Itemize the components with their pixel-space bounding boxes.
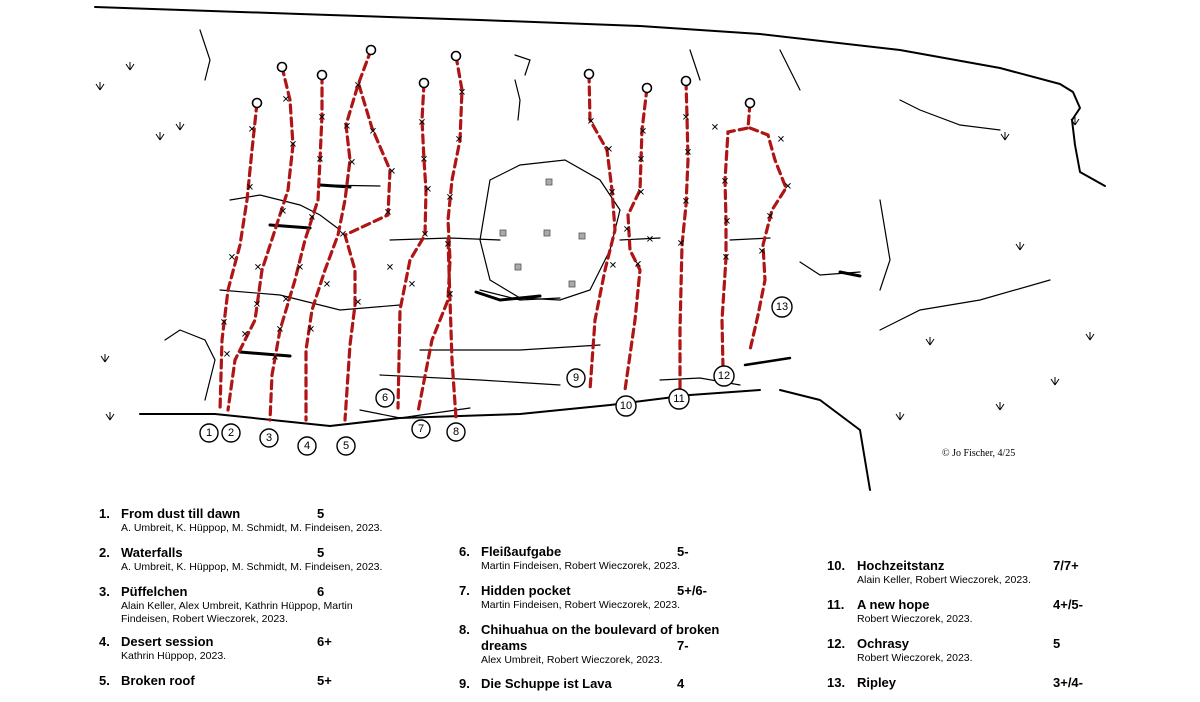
anchor-10 — [643, 84, 652, 93]
route-grade: 4+/5- — [1053, 597, 1083, 612]
svg-text:✕: ✕ — [240, 329, 250, 341]
route-authors: Martin Findeisen, Robert Wieczorek, 2023. — [481, 560, 681, 572]
anchor-3 — [318, 71, 327, 80]
route-line-12 — [722, 103, 750, 368]
svg-text:✕: ✕ — [342, 121, 352, 133]
route-list-col-2 — [459, 544, 779, 702]
route-entry-4 — [99, 634, 439, 667]
route-grade: 6 — [317, 584, 325, 599]
svg-text:✕: ✕ — [720, 176, 730, 188]
route-grade: 5+/6- — [677, 583, 707, 598]
svg-text:9: 9 — [572, 372, 580, 384]
anchors — [253, 46, 755, 108]
svg-text:✕: ✕ — [338, 229, 348, 241]
route-line-11 — [680, 81, 691, 390]
route-label-8 — [447, 423, 465, 441]
svg-text:11: 11 — [673, 393, 685, 405]
svg-text:✕: ✕ — [387, 166, 397, 178]
route-name: Püffelchen — [121, 584, 188, 599]
route-list-col-3 — [827, 558, 1157, 701]
svg-text:✕: ✕ — [607, 187, 617, 199]
svg-text:✕: ✕ — [683, 147, 693, 159]
svg-text:✕: ✕ — [417, 117, 427, 129]
route-label-3 — [260, 429, 278, 447]
route-authors: Robert Wieczorek, 2023. — [857, 613, 973, 625]
route-entry-5 — [99, 673, 439, 693]
svg-text:8: 8 — [452, 426, 460, 438]
svg-text:✕: ✕ — [776, 134, 786, 146]
svg-text:✕: ✕ — [347, 157, 357, 169]
route-entry-1 — [99, 506, 439, 539]
route-authors: Alain Keller, Robert Wieczorek, 2023. — [857, 574, 1031, 586]
route-number: 6. — [459, 544, 470, 559]
route-markers — [500, 179, 585, 287]
route-grade: 5 — [317, 545, 325, 560]
route-entry-6 — [459, 544, 779, 577]
svg-text:✕: ✕ — [315, 154, 325, 166]
route-label-2 — [222, 424, 240, 442]
svg-text:6: 6 — [381, 392, 389, 404]
svg-text:✕: ✕ — [445, 192, 455, 204]
route-grade: 3+/4- — [1053, 675, 1083, 690]
bolts — [220, 81, 792, 364]
svg-text:2: 2 — [227, 427, 235, 439]
svg-text:✕: ✕ — [407, 279, 417, 291]
svg-text:7: 7 — [417, 423, 425, 435]
svg-text:4: 4 — [303, 440, 311, 452]
svg-text:✕: ✕ — [306, 324, 316, 336]
route-entry-9 — [459, 676, 779, 696]
svg-text:✕: ✕ — [270, 352, 280, 364]
svg-text:✕: ✕ — [419, 154, 429, 166]
svg-text:13: 13 — [775, 301, 789, 313]
route-grade: 7/7+ — [1053, 558, 1079, 573]
svg-text:✕: ✕ — [383, 207, 393, 219]
svg-text:3: 3 — [265, 432, 273, 444]
route-line-2 — [228, 67, 293, 410]
route-label-4 — [298, 437, 316, 455]
route-line-1 — [220, 103, 257, 410]
route-name: Fleißaufgabe — [481, 544, 562, 559]
svg-text:✕: ✕ — [385, 262, 395, 274]
route-label-11 — [669, 389, 689, 409]
route-authors: Alex Umbreit, Robert Wieczorek, 2023. — [481, 654, 663, 666]
route-name: Desert session — [121, 634, 214, 649]
route-line-8 — [445, 240, 456, 418]
route-grade: 7- — [677, 638, 689, 653]
svg-text:✕: ✕ — [288, 139, 298, 151]
route-authors: Robert Wieczorek, 2023. — [857, 652, 973, 664]
route-name: Hidden pocket — [481, 583, 571, 598]
svg-text:✕: ✕ — [322, 279, 332, 291]
svg-text:✕: ✕ — [638, 126, 648, 138]
svg-text:✕: ✕ — [722, 216, 732, 228]
svg-text:✕: ✕ — [645, 234, 655, 246]
svg-text:✕: ✕ — [608, 260, 618, 272]
route-entry-7 — [459, 583, 779, 616]
svg-text:✕: ✕ — [783, 181, 793, 193]
route-line-5 — [342, 85, 393, 420]
route-name: Broken roof — [121, 673, 195, 688]
svg-text:12: 12 — [717, 370, 731, 382]
route-entry-13 — [827, 675, 1157, 695]
anchor-9 — [585, 70, 594, 79]
svg-text:✕: ✕ — [636, 187, 646, 199]
svg-text:✕: ✕ — [633, 259, 643, 271]
route-number: 9. — [459, 676, 470, 691]
route-authors: A. Umbreit, K. Hüppop, M. Schmidt, M. Findeisen, 2023. — [121, 561, 383, 573]
route-label-7 — [412, 420, 430, 438]
route-number: 12. — [827, 636, 846, 651]
route-entry-2 — [99, 545, 439, 578]
svg-text:✕: ✕ — [278, 206, 288, 218]
route-label-10 — [616, 396, 636, 416]
route-entry-8 — [459, 622, 779, 670]
svg-text:✕: ✕ — [353, 297, 363, 309]
svg-text:✕: ✕ — [636, 154, 646, 166]
svg-text:✕: ✕ — [307, 212, 317, 224]
svg-text:✕: ✕ — [222, 349, 232, 361]
svg-text:✕: ✕ — [420, 229, 430, 241]
svg-text:✕: ✕ — [295, 262, 305, 274]
anchor-12 — [746, 99, 755, 108]
svg-text:✕: ✕ — [457, 87, 467, 99]
route-grade: 6+ — [317, 634, 332, 649]
copyright: © Jo Fischer, 4/25 — [942, 448, 1016, 459]
route-number: 1. — [99, 506, 110, 521]
route-authors: Alain Keller, Alex Umbreit, Kathrin Hüppop, Martin Findeisen, Robert Wieczorek, 2023. — [121, 600, 353, 625]
route-name: Chihuahua on the boulevard of broken dreams — [481, 622, 720, 653]
route-grade: 5+ — [317, 673, 332, 688]
svg-text:✕: ✕ — [317, 112, 327, 124]
route-number: 13. — [827, 675, 846, 690]
route-grade: 5 — [1053, 636, 1061, 651]
route-entry-3 — [99, 584, 439, 628]
route-number: 4. — [99, 634, 110, 649]
svg-text:✕: ✕ — [721, 252, 731, 264]
svg-text:✕: ✕ — [368, 126, 378, 138]
route-number: 11. — [827, 597, 845, 612]
svg-text:✕: ✕ — [681, 196, 691, 208]
svg-text:✕: ✕ — [275, 324, 285, 336]
route-label-12 — [714, 366, 734, 386]
anchor-7 — [452, 52, 461, 61]
svg-text:✕: ✕ — [622, 224, 632, 236]
svg-text:✕: ✕ — [681, 112, 691, 124]
svg-text:✕: ✕ — [765, 211, 775, 223]
route-name: Waterfalls — [121, 545, 183, 560]
route-number: 3. — [99, 584, 110, 599]
route-authors: Martin Findeisen, Robert Wieczorek, 2023. — [481, 599, 681, 611]
svg-text:✕: ✕ — [353, 80, 363, 92]
svg-text:✕: ✕ — [445, 289, 455, 301]
svg-text:✕: ✕ — [253, 262, 263, 274]
svg-text:✕: ✕ — [586, 116, 596, 128]
svg-text:✕: ✕ — [219, 317, 229, 329]
svg-text:5: 5 — [342, 440, 350, 452]
route-labels — [200, 294, 792, 455]
route-number: 2. — [99, 545, 110, 560]
route-label-1 — [200, 424, 218, 442]
route-name: Hochzeitstanz — [857, 558, 945, 573]
route-label-5 — [337, 437, 355, 455]
svg-text:✕: ✕ — [247, 124, 257, 136]
svg-text:✕: ✕ — [710, 122, 720, 134]
svg-text:✕: ✕ — [604, 144, 614, 156]
route-grade: 4 — [677, 676, 685, 691]
route-label-6 — [376, 389, 394, 407]
route-authors: A. Umbreit, K. Hüppop, M. Schmidt, M. Findeisen, 2023. — [121, 522, 383, 534]
svg-text:✕: ✕ — [227, 252, 237, 264]
route-name: Ochrasy — [857, 636, 910, 651]
anchor-2 — [278, 63, 287, 72]
svg-text:✕: ✕ — [252, 299, 262, 311]
route-number: 5. — [99, 673, 110, 688]
route-line-3 — [270, 75, 325, 420]
svg-text:10: 10 — [619, 400, 633, 412]
route-number: 8. — [459, 622, 470, 637]
svg-text:1: 1 — [205, 427, 213, 439]
anchor-6 — [420, 79, 429, 88]
svg-text:✕: ✕ — [281, 294, 291, 306]
rock-outline — [95, 7, 1105, 490]
svg-text:✕: ✕ — [423, 184, 433, 196]
route-entry-10 — [827, 558, 1157, 591]
route-line-6 — [398, 83, 429, 408]
route-grade: 5- — [677, 544, 689, 559]
route-grade: 5 — [317, 506, 325, 521]
route-entry-12 — [827, 636, 1157, 669]
svg-text:✕: ✕ — [454, 134, 464, 146]
route-name: Ripley — [857, 675, 897, 690]
route-name: A new hope — [857, 597, 930, 612]
route-name: Die Schuppe ist Lava — [481, 676, 612, 691]
route-authors: Kathrin Hüppop, 2023. — [121, 650, 227, 662]
svg-text:✕: ✕ — [676, 238, 686, 250]
svg-text:✕: ✕ — [757, 246, 767, 258]
svg-text:✕: ✕ — [245, 182, 255, 194]
route-number: 7. — [459, 583, 470, 598]
route-label-13 — [772, 297, 792, 317]
route-name: From dust till dawn — [121, 506, 241, 521]
anchor-11 — [682, 77, 691, 86]
route-list-col-1 — [99, 506, 439, 699]
route-number: 10. — [827, 558, 846, 573]
route-label-9 — [567, 369, 585, 387]
route-entry-11 — [827, 597, 1157, 630]
svg-text:✕: ✕ — [443, 239, 453, 251]
anchor-1 — [253, 99, 262, 108]
anchor-4 — [367, 46, 376, 55]
svg-text:✕: ✕ — [281, 94, 291, 106]
